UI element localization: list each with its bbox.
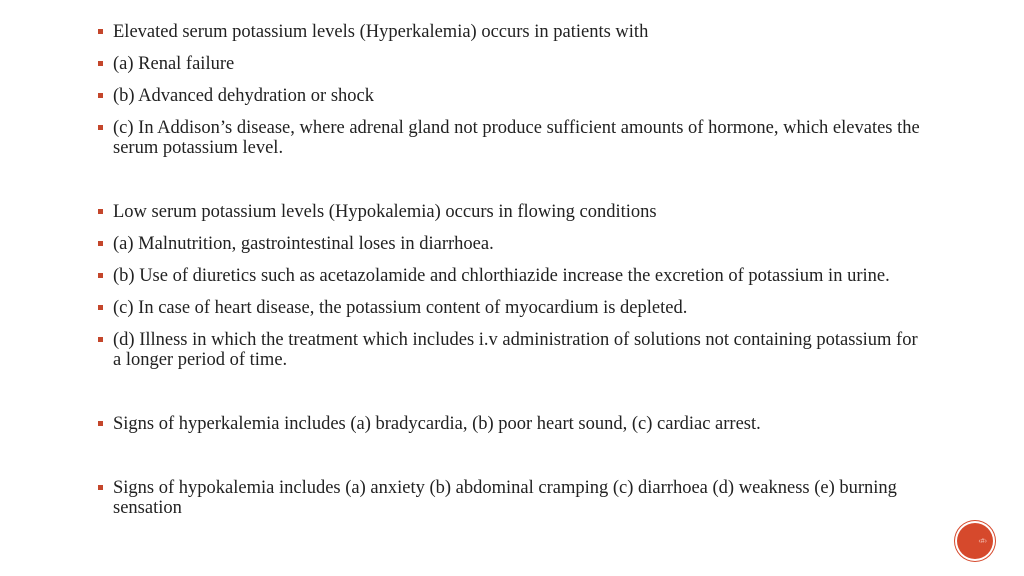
bullet-text: (d) Illness in which the treatment which includes i.v administration of solutions not containing potassium for a longer period of time. xyxy=(113,330,918,370)
bullet-item xyxy=(98,298,928,318)
bullet-item xyxy=(98,234,928,254)
bullet-item xyxy=(98,118,928,158)
bullet-text: Signs of hypokalemia includes (a) anxiety (b) abdominal cramping (c) diarrhoea (d) weakness (e) burning sensation xyxy=(113,478,897,518)
slide-number-text: ‹#› xyxy=(978,537,987,545)
square-bullet-icon xyxy=(98,125,103,130)
bullet-item xyxy=(98,202,928,222)
slide-number-badge xyxy=(957,523,993,559)
bullet-item xyxy=(98,414,928,434)
bullet-item xyxy=(98,86,928,106)
bullet-list xyxy=(98,22,928,518)
square-bullet-icon xyxy=(98,241,103,246)
bullet-item xyxy=(98,478,928,518)
square-bullet-icon xyxy=(98,305,103,310)
bullet-item xyxy=(98,54,928,74)
bullet-text: (b) Use of diuretics such as acetazolamide and chlorthiazide increase the excretion of potassium in urine. xyxy=(113,266,890,286)
square-bullet-icon xyxy=(98,485,103,490)
bullet-text: Signs of hyperkalemia includes (a) bradycardia, (b) poor heart sound, (c) cardiac arrest. xyxy=(113,414,761,434)
bullet-item xyxy=(98,22,928,42)
square-bullet-icon xyxy=(98,421,103,426)
bullet-text: Low serum potassium levels (Hypokalemia) occurs in flowing conditions xyxy=(113,202,657,222)
square-bullet-icon xyxy=(98,337,103,342)
bullet-text: (a) Malnutrition, gastrointestinal loses in diarrhoea. xyxy=(113,234,494,254)
square-bullet-icon xyxy=(98,273,103,278)
bullet-text: (c) In case of heart disease, the potassium content of myocardium is depleted. xyxy=(113,298,688,318)
square-bullet-icon xyxy=(98,93,103,98)
bullet-text: (b) Advanced dehydration or shock xyxy=(113,86,374,106)
square-bullet-icon xyxy=(98,61,103,66)
bullet-text: (a) Renal failure xyxy=(113,54,235,74)
bullet-item xyxy=(98,330,928,370)
bullet-item xyxy=(98,266,928,286)
square-bullet-icon xyxy=(98,29,103,34)
bullet-text: (c) In Addison’s disease, where adrenal gland not produce sufficient amounts of hormone, which elevates the serum potassium level. xyxy=(113,118,920,158)
bullet-text: Elevated serum potassium levels (Hyperkalemia) occurs in patients with xyxy=(113,22,649,42)
square-bullet-icon xyxy=(98,209,103,214)
